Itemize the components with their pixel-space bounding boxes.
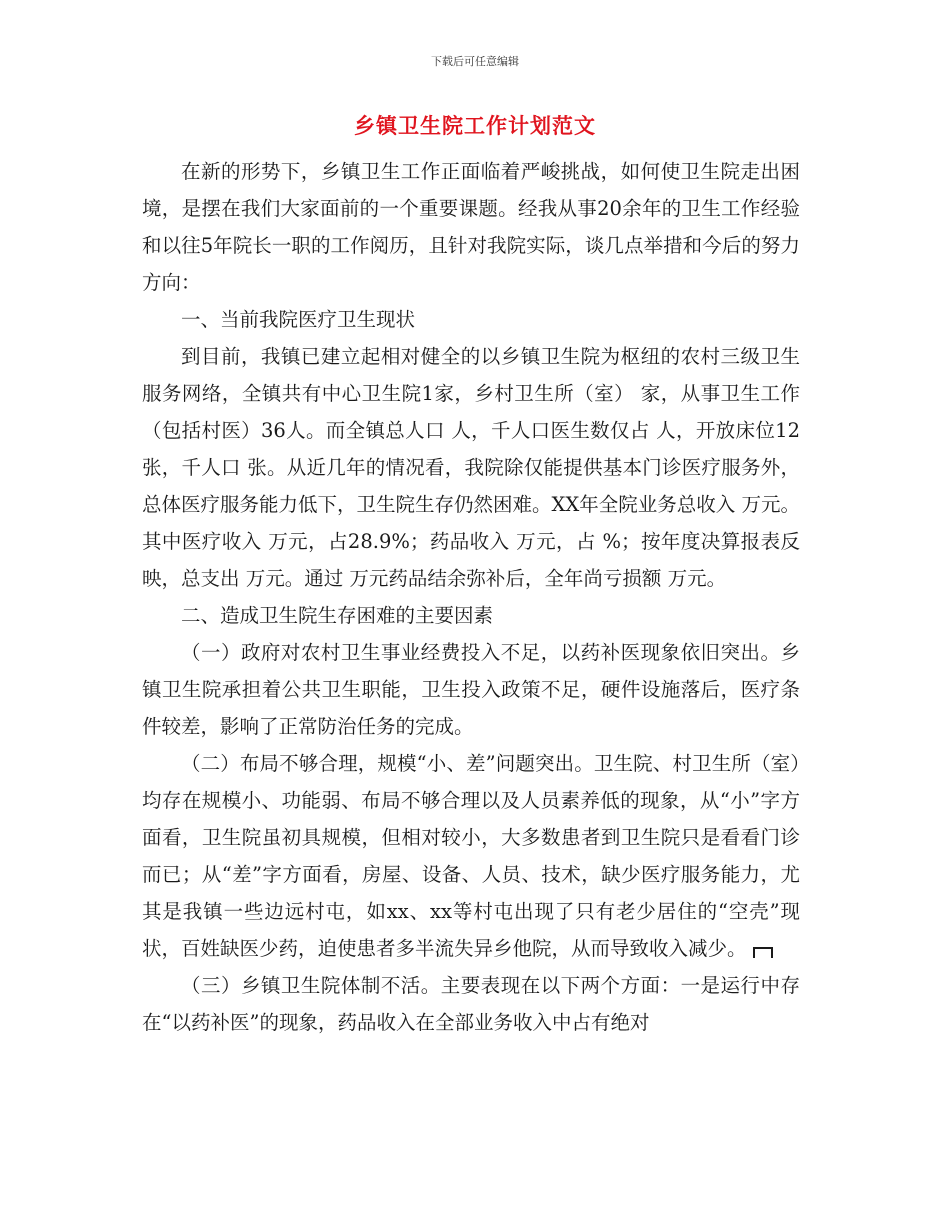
section-heading-2: 二、造成卫生院生存困难的主要因素 xyxy=(181,604,494,627)
factor-paragraph-1: （一）政府对农村卫生事业经费投入不足，以药补医现象依旧突出。乡镇卫生院承担着公共卫生职能，卫生投入政策不足，硬件设施落后，医疗条件较差，影响了正常防治任务的完成。 xyxy=(142,641,800,738)
intro-paragraph: 在新的形势下，乡镇卫生工作正面临着严峻挑战，如何使卫生院走出困境，是摆在我们大家面前的一个重要课题。经我从事20余年的卫生工作经验和以往5年院长一职的工作阅历，且针对我院实际，谈几点举措和今后的努力方向： xyxy=(142,160,800,294)
document-title: 乡镇卫生院工作计划范文 xyxy=(354,113,596,138)
header-note: 下载后可任意编辑 xyxy=(431,55,519,68)
section-heading-1: 一、当前我院医疗卫生现状 xyxy=(181,308,416,331)
status-paragraph: 到目前，我镇已建立起相对健全的以乡镇卫生院为枢纽的农村三级卫生服务网络，全镇共有中心卫生院1家，乡村卫生所（室） 家，从事卫生工作（包括村医）36人。而全镇总人口 人，千人口医生数仅占 人，开放床位12张，千人口 张。从近几年的情况看，我院除仅能提供基本门诊医疗服务外，总体医疗服务能力低下，卫生院生存仍然困难。XX年全院业务总收入 万元。其中医疗收入 万元，占28.9%；药品收入 万元，占 %；按年度决算报表反映，总支出 万元。通过 万元药品结余弥补后，全年尚亏损额 万元。 xyxy=(142,345,800,590)
caret-mark-icon xyxy=(753,947,773,958)
factor-paragraph-2 xyxy=(142,745,800,967)
document-body xyxy=(142,153,800,1041)
factor-paragraph-2-text: （二）布局不够合理，规模“小、差”问题突出。卫生院、村卫生所（室）均存在规模小、功能弱、布局不够合理以及人员素养低的现象，从“小”字方面看，卫生院虽初具规模，但相对较小，大多数患者到卫生院只是看看门诊而已；从“差”字方面看，房屋、设备、人员、技术，缺少医疗服务能力，尤其是我镇一些边远村屯，如xx、xx等村屯出现了只有老少居住的“空壳”现状，百姓缺医少药，迫使患者多半流失异乡他院，从而导致收入减少。 xyxy=(142,752,800,960)
factor-paragraph-3: （三）乡镇卫生院体制不活。主要表现在以下两个方面：一是运行中存在“以药补医”的现象，药品收入在全部业务收入中占有绝对 xyxy=(142,974,800,1034)
